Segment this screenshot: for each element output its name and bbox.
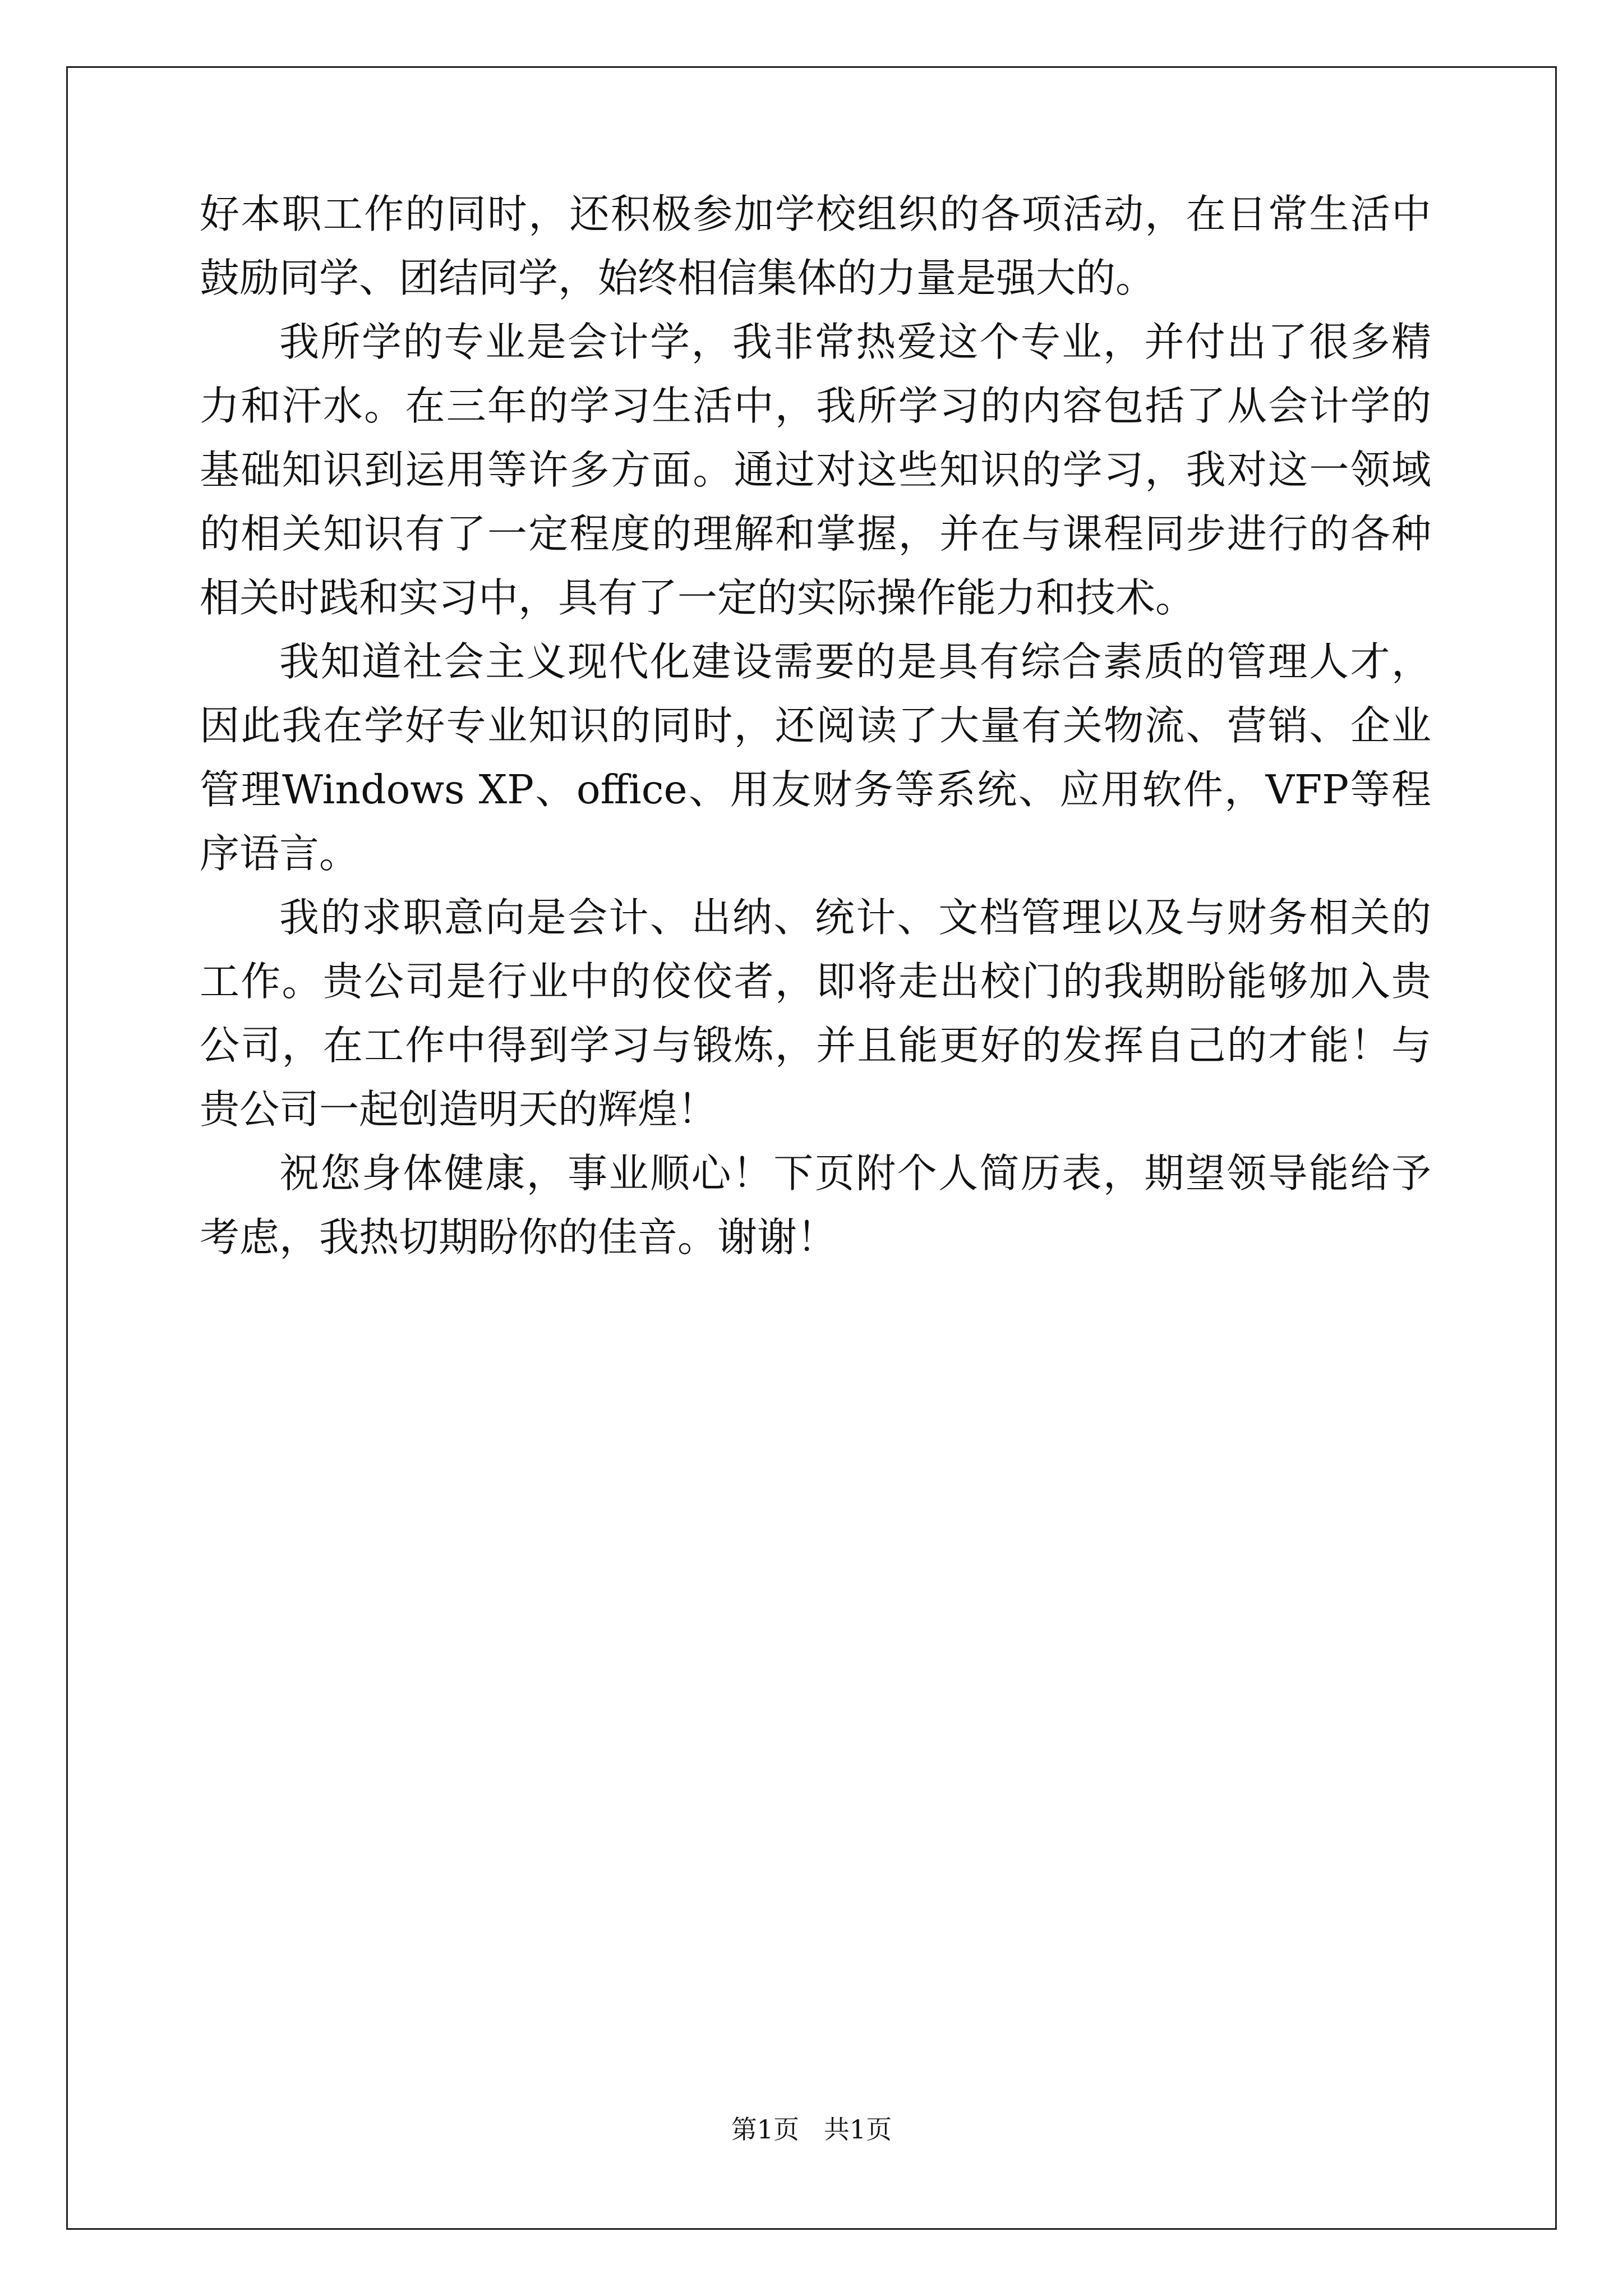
paragraph-5: 祝您身体健康，事业顺心！下页附个人简历表，期望领导能给予考虑，我热切期盼你的佳音。谢谢！ (200, 1150, 1431, 1260)
paragraph-2: 我所学的专业是会计学，我非常热爱这个专业，并付出了很多精力和汗水。在三年的学习生活中，我所学习的内容包括了从会计学的基础知识到运用等许多方面。通过对这些知识的学习，我对这一领域的相关知识有了一定程度的理解和掌握，并在与课程同步进行的各种相关时践和实习中，具有了一定的实际操作能力和技术。 (200, 319, 1431, 621)
page-footer (0, 2109, 1623, 2146)
letter-body (200, 182, 1431, 1269)
page-number-label: 第1页 共1页 (731, 2114, 892, 2145)
paragraph-1: 好本职工作的同时，还积极参加学校组织的各项活动，在日常生活中鼓励同学、团结同学，始终相信集体的力量是强大的。 (200, 191, 1431, 301)
paragraph-4: 我的求职意向是会计、出纳、统计、文档管理以及与财务相关的工作。贵公司是行业中的佼佼者，即将走出校门的我期盼能够加入贵公司，在工作中得到学习与锻炼，并且能更好的发挥自己的才能！与贵公司一起创造明天的辉煌！ (200, 894, 1431, 1133)
paragraph-3: 我知道社会主义现代化建设需要的是具有综合素质的管理人才，因此我在学好专业知识的同时，还阅读了大量有关物流、营销、企业管理Windows XP、office、用友财务等系统、应用软件，VFP等程序语言。 (200, 638, 1431, 877)
